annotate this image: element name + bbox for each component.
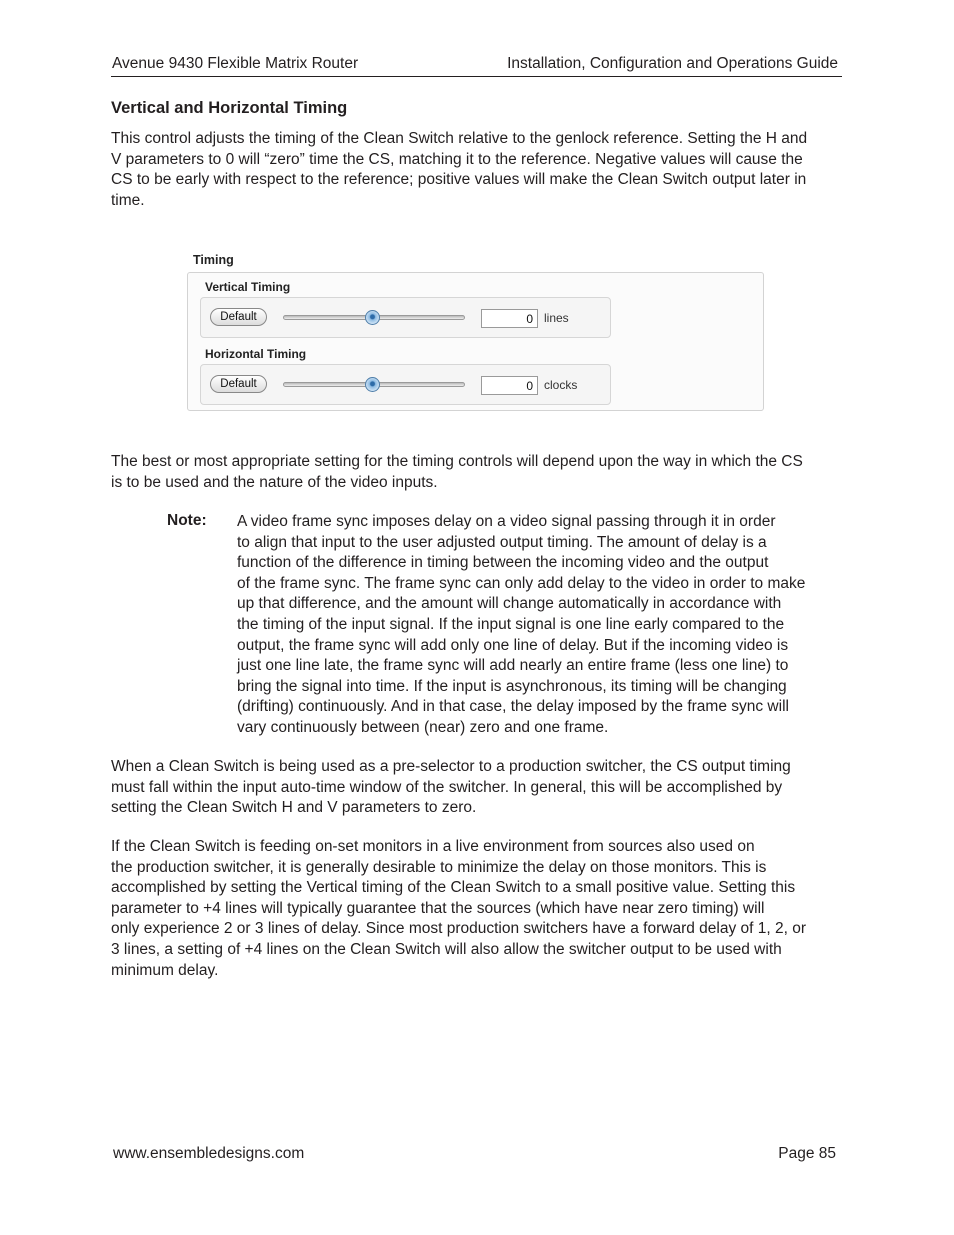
intro-line: time. [111,191,145,209]
paragraph-line: setting the Clean Switch H and V parameters to zero. [111,799,477,817]
paragraph-line: minimum delay. [111,961,219,979]
vertical-timing-label: Vertical Timing [205,280,291,294]
note-line: bring the signal into time. If the input is asynchronous, its timing will be changing [237,677,787,695]
intro-line: V parameters to 0 will “zero” time the CS, matching it to the reference. Negative values will cause the [111,150,803,168]
horizontal-timing-label: Horizontal Timing [205,347,307,361]
note-line: (drifting) continuously. And in that case, the delay imposed by the frame sync will [237,698,789,716]
note-line: just one line late, the frame sync will add nearly an entire frame (less one line) to [237,657,789,675]
paragraph-line: the production switcher, it is generally desirable to minimize the delay on those monitors. This is [111,858,767,876]
monitors-paragraph [111,837,806,981]
intro-paragraph [111,129,807,211]
page-header [111,54,842,77]
paragraph-line: accomplished by setting the Vertical timing of the Clean Switch to a small positive value. Setting this [111,879,796,897]
horizontal-timing-input[interactable]: 0 [481,376,538,395]
note-line: of the frame sync. The frame sync can only add delay to the video in order to make [237,574,806,592]
header-guide-title: Installation, Configuration and Operations Guide [507,55,838,72]
paragraph-line: is to be used and the nature of the video inputs. [111,473,438,491]
vertical-timing-unit: lines [544,311,569,325]
vertical-default-button[interactable]: Default [210,308,267,326]
paragraph-line: only experience 2 or 3 lines of delay. Since most production switchers have a forward delay of 1, 2, or [111,920,806,938]
paragraph-line: parameter to +4 lines will typically guarantee that the sources (which have near zero timing) will [111,899,765,917]
note-line: function of the difference in timing between the incoming video and the output [237,554,769,572]
note-label: Note: [167,512,207,529]
note-line: output, the frame sync will add only one line of delay. But if the incoming video is [237,636,789,654]
note-line: up that difference, and the amount will change automatically in accordance with [237,595,782,613]
paragraph-line: If the Clean Switch is feeding on-set monitors in a live environment from sources also used on [111,838,755,855]
note-line: A video frame sync imposes delay on a video signal passing through it in order [237,513,776,530]
footer-website: www.ensembledesigns.com [113,1145,305,1162]
vertical-timing-group [200,297,611,338]
vertical-timing-input[interactable]: 0 [481,309,538,328]
timing-panel-title: Timing [193,253,234,267]
note-line: to align that input to the user adjusted output timing. The amount of delay is a [237,533,767,551]
timing-settings-paragraph [111,452,803,493]
intro-line: CS to be early with respect to the reference; positive values will make the Clean Switch output later in [111,171,807,189]
paragraph-line: When a Clean Switch is being used as a pre-selector to a production switcher, the CS output timing [111,758,791,775]
footer-page-number: Page 85 [778,1145,836,1162]
section-title: Vertical and Horizontal Timing [111,99,348,117]
horizontal-timing-slider-knob[interactable] [365,377,380,392]
paragraph-line: must fall within the input auto-time window of the switcher. In general, this will be accomplished by [111,778,783,796]
header-product-title: Avenue 9430 Flexible Matrix Router [112,55,359,72]
note-body [237,512,837,739]
paragraph-line: The best or most appropriate setting for the timing controls will depend upon the way in which the CS [111,453,803,470]
note-line: vary continuously between (near) zero and one frame. [237,718,609,736]
horizontal-timing-group [200,364,611,405]
horizontal-timing-unit: clocks [544,378,578,392]
vertical-timing-slider-knob[interactable] [365,310,380,325]
intro-line: This control adjusts the timing of the Clean Switch relative to the genlock reference. Setting the H and [111,130,808,147]
paragraph-line: 3 lines, a setting of +4 lines on the Clean Switch will also allow the switcher output to be used with [111,940,782,958]
horizontal-default-button[interactable]: Default [210,375,267,393]
preselector-paragraph [111,757,791,819]
note-line: the timing of the input signal. If the input signal is one line early compared to the [237,615,785,633]
